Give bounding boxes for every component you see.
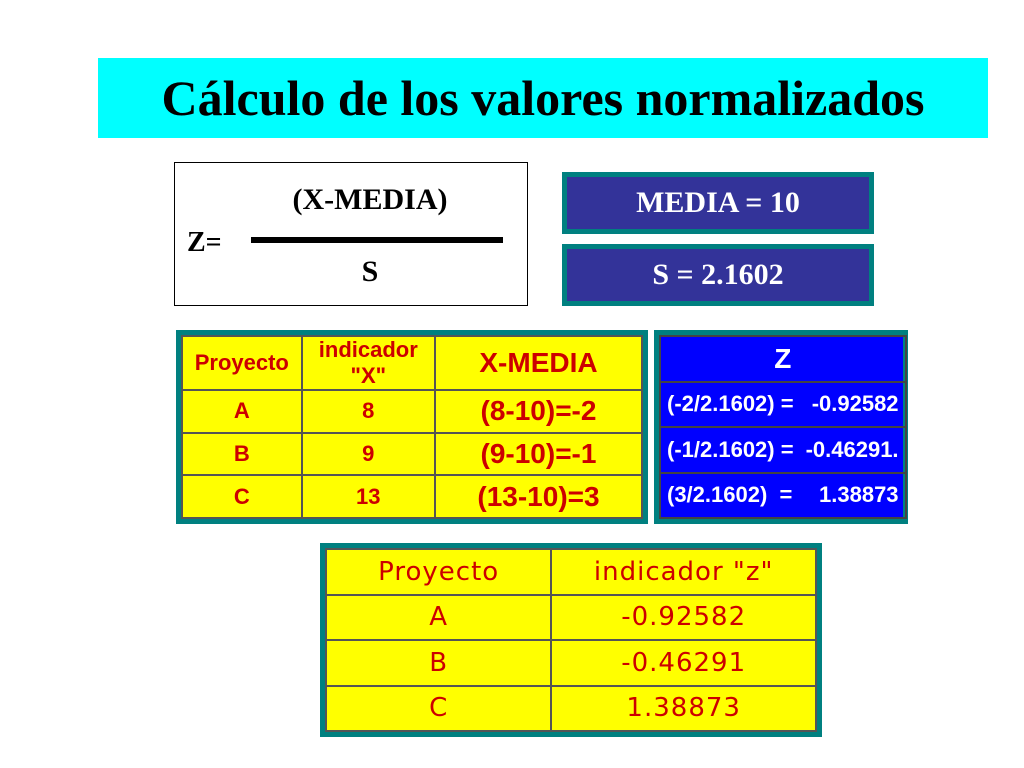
cell-z-value: -0.46291. (800, 427, 906, 473)
header-indicador-x: indicador "X" (302, 336, 435, 390)
formula-lhs: Z= (187, 227, 222, 258)
cell-z-value: -0.92582 (800, 382, 906, 428)
cell-proyecto: B (182, 433, 302, 476)
formula-denominator: S (361, 255, 379, 288)
z-formula (174, 162, 528, 306)
cell-proyecto: A (182, 390, 302, 433)
cell-x-media: (9-10)=-1 (435, 433, 642, 476)
header-indicador-z: indicador "z" (551, 549, 816, 595)
fraction-bar (251, 237, 503, 243)
s-label: S = 2.1602 (652, 258, 784, 291)
cell-z-expr: (-1/2.1602) = (660, 427, 800, 473)
title-banner (98, 58, 988, 138)
cell-x: 9 (302, 433, 435, 476)
cell-z: -0.92582 (551, 595, 816, 641)
cell-z-expr: (-2/2.1602) = (660, 382, 800, 428)
z-calc-table (654, 330, 908, 524)
cell-z-expr: (3/2.1602) = (660, 473, 800, 519)
s-box (562, 244, 874, 306)
header-proyecto: Proyecto (326, 549, 551, 595)
cell-z: 1.38873 (551, 686, 816, 732)
cell-proyecto: C (182, 475, 302, 518)
header-proyecto: Proyecto (182, 336, 302, 390)
media-box (562, 172, 874, 234)
cell-x: 13 (302, 475, 435, 518)
cell-proyecto: A (326, 595, 551, 641)
page-title: Cálculo de los valores normalizados (161, 70, 925, 126)
cell-x-media: (13-10)=3 (435, 475, 642, 518)
cell-proyecto: C (326, 686, 551, 732)
result-table (320, 543, 822, 737)
cell-x: 8 (302, 390, 435, 433)
cell-z: -0.46291 (551, 640, 816, 686)
cell-x-media: (8-10)=-2 (435, 390, 642, 433)
header-z: Z (660, 336, 906, 382)
deviation-table (176, 330, 648, 524)
cell-proyecto: B (326, 640, 551, 686)
media-label: MEDIA = 10 (636, 186, 800, 219)
formula-numerator: (X-MEDIA) (292, 183, 448, 216)
cell-z-value: 1.38873 (800, 473, 906, 519)
header-x-media: X-MEDIA (435, 336, 642, 390)
